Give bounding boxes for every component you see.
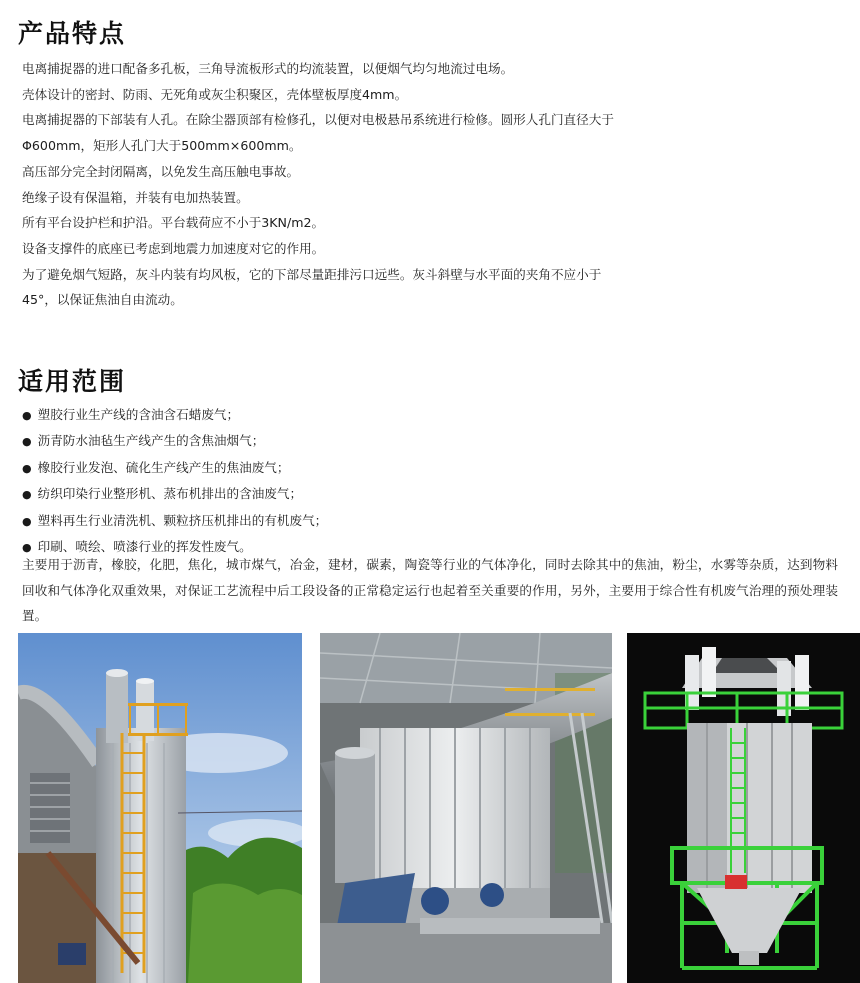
list-item: ● 沥青防水油毡生产线产生的含焦油烟气； [22,428,327,454]
3d-rendering-image [627,633,860,983]
indoor-workshop-photo [320,633,612,983]
list-item: ● 塑胶行业生产线的含油含石蜡废气； [22,402,327,428]
feature-line: 设备支撑件的底座已考虑到地震力加速度对它的作用。 [22,240,325,256]
list-item: ● 印刷、喷绘、喷漆行业的挥发性废气。 [22,534,327,560]
feature-line: 45°，以保证焦油自由流动。 [22,292,183,308]
features-heading: 产品特点 [18,19,127,48]
list-item: ● 橡胶行业发泡、硫化生产线产生的焦油废气； [22,455,327,481]
scope-list [22,402,327,560]
feature-line: 所有平台设护栏和护沿。平台载荷应不小于3KN/m2。 [22,215,325,231]
scope-summary: 主要用于沥青，橡胶，化肥，焦化，城市煤气，冶金，建材，碳素，陶瓷等行业的气体净化，同时去除其中的焦油，粉尘，水雾等杂质，达到物料回收和气体净化双重效果，对保证工艺流程中后工段设备的正常稳定运行也起着至关重要的作用，另外，主要用于综合性有机废气治理的预处理装置。 [22,557,838,624]
features-text [22,56,842,313]
scope-heading: 适用范围 [18,367,127,396]
feature-line: 高压部分完全封闭隔离，以免发生高压触电事故。 [22,163,300,179]
list-item: ● 塑料再生行业清洗机、颗粒挤压机排出的有机废气； [22,508,327,534]
feature-line: 电离捕捉器的下部装有人孔。在除尘器顶部有检修孔，以便对电极悬吊系统进行检修。圆形人孔门直径大于 [22,112,614,128]
feature-line: Φ600mm，矩形人孔门大于500mm×600mm。 [22,138,302,154]
feature-line: 绝缘子设有保温箱，并装有电加热装置。 [22,189,249,205]
feature-line: 电离捕捉器的进口配备多孔板，三角导流板形式的均流装置，以便烟气均匀地流过电场。 [22,61,514,76]
list-item: ● 纺织印染行业整形机、蒸布机排出的含油废气； [22,481,327,507]
outdoor-installation-photo [18,633,302,983]
feature-line: 为了避免烟气短路，灰斗内装有均风板，它的下部尽量距排污口远些。灰斗斜壁与水平面的夹角不应小于 [22,266,602,282]
feature-line: 壳体设计的密封、防雨、无死角或灰尘积聚区，壳体壁板厚度4mm。 [22,86,408,102]
